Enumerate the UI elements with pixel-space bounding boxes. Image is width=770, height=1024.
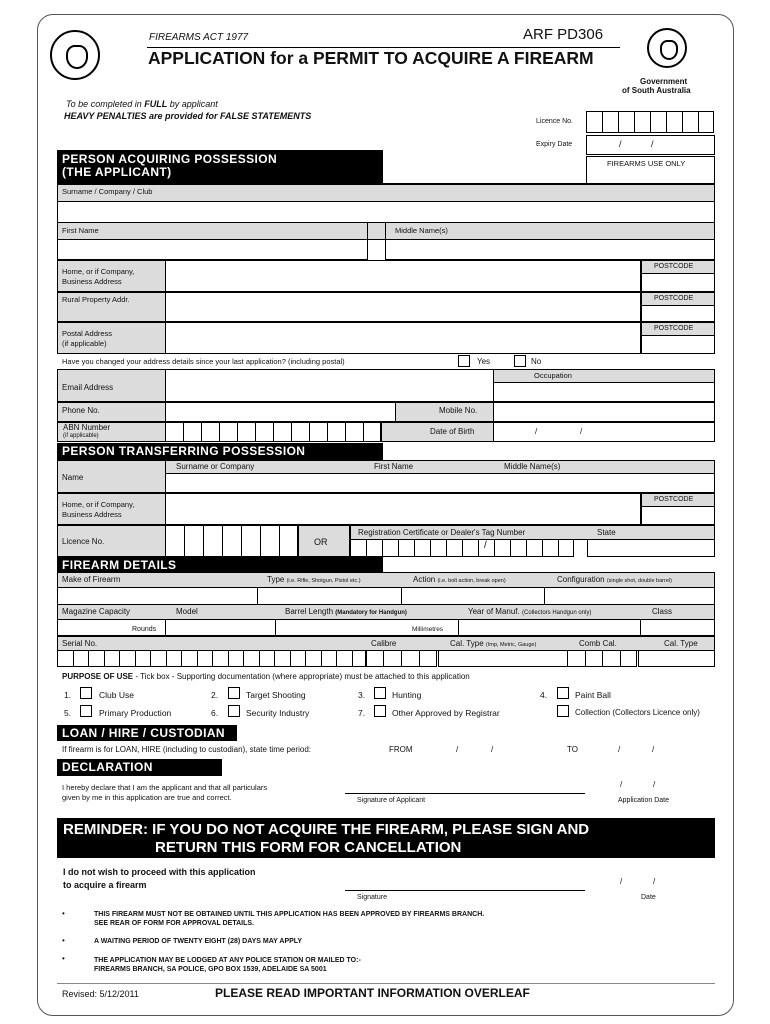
transferor-address-label-2: Business Address — [62, 510, 122, 519]
licence-no-label: Licence No. — [536, 118, 573, 125]
middle-names-label: Middle Name(s) — [395, 226, 448, 235]
postal-label-cell — [57, 322, 166, 354]
model-field[interactable] — [165, 619, 276, 636]
loan-to-sep-2: / — [652, 745, 655, 754]
government-label-2: of South Australia — [622, 86, 691, 95]
reminder-signature-line — [345, 890, 585, 891]
state-label: State — [597, 528, 616, 537]
note-1-line-1: THIS FIREARM MUST NOT BE OBTAINED UNTIL THIS APPLICATION HAS BEEN APPROVED BY FIREARMS BRANCH. — [94, 911, 485, 918]
comb-cal-label: Comb Cal. — [579, 639, 617, 648]
government-label-1: Government — [640, 77, 688, 86]
dob-label: Date of Birth — [430, 427, 475, 436]
note-3-bullet: • — [62, 954, 65, 963]
purpose-3-checkbox[interactable] — [374, 687, 386, 699]
barrel-length-label: Barrel Length (Mandatory for Handgun) — [285, 607, 407, 616]
act-name: FIREARMS ACT 1977 — [149, 32, 249, 43]
government-sa-logo — [647, 28, 687, 68]
licence-no-cells[interactable] — [586, 111, 714, 133]
class-label: Class — [652, 607, 673, 616]
form-code: ARF PD306 — [523, 26, 604, 43]
home-postcode-label: POSTCODE — [654, 263, 694, 270]
loan-to-label: TO — [567, 745, 578, 754]
reg-cert-label: Registration Certificate or Dealer's Tag Number — [358, 528, 526, 537]
mobile-label: Mobile No. — [439, 406, 478, 415]
purpose-6-num: 6. — [211, 708, 219, 718]
type-label: Type (i.e. Rifle, Shotgun, Pistol etc.) — [267, 575, 361, 584]
reg-cert-cells[interactable] — [350, 539, 574, 557]
dob-sep-2: / — [580, 427, 583, 436]
type-field[interactable] — [257, 587, 402, 605]
reg-cert-slash: / — [484, 540, 487, 551]
serial-label: Serial No. — [62, 639, 98, 648]
make-label: Make of Firearm — [62, 575, 121, 584]
model-label: Model — [176, 607, 198, 616]
transferor-postcode-label: POSTCODE — [654, 496, 694, 503]
surname-field[interactable] — [57, 201, 715, 223]
transferor-address-label-1: Home, or if Company, — [62, 500, 135, 509]
no-proceed-text-1: I do not wish to proceed with this application — [63, 867, 256, 877]
note-2-bullet: • — [62, 936, 65, 945]
declaration-date-label: Application Date — [618, 797, 669, 804]
home-address-label-cell — [57, 260, 166, 292]
transferor-address-label-cell — [57, 493, 166, 525]
purpose-1-checkbox[interactable] — [80, 687, 92, 699]
rural-address-field[interactable] — [165, 292, 641, 322]
purpose-5-num: 5. — [64, 708, 72, 718]
declaration-text-2: given by me in this application are true and correct. — [62, 793, 232, 802]
year-field[interactable] — [458, 619, 641, 636]
reminder-signature-label: Signature — [357, 894, 387, 901]
serial-cells[interactable] — [57, 650, 367, 667]
changed-address-question: Have you changed your address details since your last application? (including postal) — [62, 357, 345, 366]
transferor-address-field[interactable] — [165, 493, 641, 525]
expiry-date-label: Expiry Date — [536, 141, 573, 148]
sa-police-crest-logo — [50, 30, 100, 80]
rural-postcode-field[interactable] — [641, 305, 715, 322]
reminder-line-1: REMINDER: IF YOU DO NOT ACQUIRE THE FIREARM, PLEASE SIGN AND — [63, 821, 590, 838]
postal-postcode-field[interactable] — [641, 335, 715, 354]
purpose-7-num: 7. — [358, 708, 366, 718]
calibre-label: Calibre — [371, 639, 397, 648]
cal-type-field[interactable] — [438, 650, 568, 667]
abn-sublabel: (if applicable) — [63, 433, 99, 439]
transferor-first-name-label: First Name — [374, 462, 414, 471]
declaration-text-1: I hereby declare that I am the applicant and that all particulars — [62, 783, 268, 792]
purpose-4-checkbox[interactable] — [557, 687, 569, 699]
configuration-label: Configuration (single shot, double barrel) — [557, 575, 672, 584]
transferor-name-field[interactable] — [165, 473, 715, 493]
dob-field[interactable] — [493, 422, 715, 442]
purpose-2-label: Target Shooting — [246, 690, 306, 700]
first-name-label: First Name — [62, 226, 99, 235]
purpose-5-label: Primary Production — [99, 708, 172, 718]
purpose-7-checkbox[interactable] — [374, 705, 386, 717]
changed-address-no-checkbox[interactable] — [514, 355, 526, 367]
declaration-signature-line — [345, 793, 585, 794]
occupation-field[interactable] — [493, 382, 715, 402]
rural-label: Rural Property Addr. — [62, 295, 130, 304]
firearms-use-only-label: FIREARMS USE ONLY — [607, 159, 686, 168]
make-field[interactable] — [57, 587, 258, 605]
purpose-3-num: 3. — [358, 690, 366, 700]
declaration-signature-label: Signature of Applicant — [357, 797, 426, 804]
changed-address-yes-checkbox[interactable] — [458, 355, 470, 367]
purpose-instruction: PURPOSE OF USE - Tick box - Supporting documentation (where appropriate) must be attached to this application — [62, 672, 470, 681]
cal-type2-label: Cal. Type — [664, 639, 698, 648]
changed-address-no-label: No — [531, 357, 542, 366]
state-field[interactable] — [587, 539, 715, 557]
class-field[interactable] — [640, 619, 715, 636]
note-1-line-2: SEE REAR OF FORM FOR APPROVAL DETAILS. — [94, 920, 254, 927]
phone-field[interactable] — [165, 402, 396, 422]
purpose-4-num: 4. — [540, 690, 548, 700]
action-label: Action (i.e. bolt action, break open) — [413, 575, 506, 584]
cal-type2-field[interactable] — [638, 650, 715, 667]
purpose-6-checkbox[interactable] — [228, 705, 240, 717]
expiry-date-sep-1: / — [619, 139, 622, 149]
first-name-field[interactable] — [57, 239, 368, 260]
postal-postcode-label: POSTCODE — [654, 325, 694, 332]
transferor-middle-names-label: Middle Name(s) — [504, 462, 561, 471]
footer-rule — [57, 983, 715, 984]
loan-text: If firearm is for LOAN, HIRE (including to custodian), state time period: — [62, 745, 311, 754]
rounds-label: Rounds — [132, 626, 157, 633]
home-address-label-1: Home, or if Company, — [62, 267, 135, 276]
surname-label: Surname / Company / Club — [62, 187, 153, 196]
occupation-label-cell — [493, 369, 715, 383]
applicant-heading: PERSON ACQUIRING POSSESSION (THE APPLICANT) — [57, 150, 383, 184]
loan-to-sep-1: / — [618, 745, 621, 754]
middle-names-field[interactable] — [385, 239, 715, 260]
year-label: Year of Manuf. (Collectors Handgun only) — [468, 607, 592, 616]
action-field[interactable] — [401, 587, 545, 605]
loan-from-sep-2: / — [491, 745, 494, 754]
home-address-field[interactable] — [165, 260, 641, 292]
declaration-date-sep-2: / — [653, 780, 656, 789]
purpose-3-label: Hunting — [392, 690, 422, 700]
changed-address-yes-label: Yes — [477, 357, 491, 366]
purpose-1-num: 1. — [64, 690, 72, 700]
calibre-cells[interactable] — [365, 650, 437, 667]
postal-address-field[interactable] — [165, 322, 641, 354]
surname-label-row — [57, 184, 715, 202]
revised-date: Revised: 5/12/2011 — [62, 989, 139, 999]
millimetres-label: Millimetres — [412, 626, 444, 633]
phone-label: Phone No. — [62, 406, 100, 415]
expiry-date-sep-2: / — [651, 139, 654, 149]
magazine-label: Magazine Capacity — [62, 607, 131, 616]
rural-postcode-label: POSTCODE — [654, 295, 694, 302]
note-3-line-2: FIREARMS BRANCH, SA POLICE, GPO BOX 1539, ADELAIDE SA 5001 — [94, 966, 327, 973]
occupation-label: Occupation — [534, 371, 572, 380]
transferor-surname-label: Surname or Company — [176, 462, 255, 471]
loan-from-sep-1: / — [456, 745, 459, 754]
loan-heading: LOAN / HIRE / CUSTODIAN — [57, 725, 237, 741]
transferor-licence-label: Licence No. — [62, 537, 105, 546]
purpose-4-label: Paint Ball — [575, 690, 611, 700]
purpose-5-checkbox[interactable] — [80, 705, 92, 717]
first-name-label-row — [57, 222, 715, 240]
or-label: OR — [314, 537, 328, 547]
declaration-heading: DECLARATION — [57, 759, 222, 776]
purpose-collection-label: Collection (Collectors Licence only) — [575, 708, 700, 717]
email-field[interactable] — [165, 369, 494, 402]
dob-sep-1: / — [535, 427, 538, 436]
penalties-warning: HEAVY PENALTIES are provided for FALSE STATEMENTS — [64, 111, 312, 121]
purpose-collection-checkbox[interactable] — [557, 705, 569, 717]
reminder-date-sep-2: / — [653, 877, 656, 886]
transferor-heading: PERSON TRANSFERRING POSSESSION — [57, 443, 383, 460]
postal-label-1: Postal Address — [62, 329, 113, 338]
no-proceed-text-2: to acquire a firearm — [63, 880, 147, 890]
firearm-heading: FIREARM DETAILS — [57, 557, 383, 573]
abn-cells[interactable] — [165, 422, 381, 442]
purpose-2-checkbox[interactable] — [228, 687, 240, 699]
reminder-line-2: RETURN THIS FORM FOR CANCELLATION — [155, 839, 462, 856]
declaration-date-sep-1: / — [620, 780, 623, 789]
transferor-licence-cells[interactable] — [165, 525, 298, 557]
comb-cal-cells[interactable] — [567, 650, 637, 667]
reminder-date-label: Date — [641, 894, 656, 901]
note-1-bullet: • — [62, 909, 65, 918]
email-label: Email Address — [62, 383, 114, 392]
purpose-7-label: Other Approved by Registrar — [392, 708, 500, 718]
form-title: APPLICATION for a PERMIT TO ACQUIRE A FIREARM — [148, 48, 594, 68]
purpose-2-num: 2. — [211, 690, 219, 700]
configuration-field[interactable] — [544, 587, 715, 605]
note-3-line-1: THE APPLICATION MAY BE LODGED AT ANY POLICE STATION OR MAILED TO:- — [94, 957, 361, 964]
reminder-date-sep-1: / — [620, 877, 623, 886]
purpose-6-label: Security Industry — [246, 708, 310, 718]
home-postcode-field[interactable] — [641, 273, 715, 292]
instruction-text: To be completed in FULL by applicant — [66, 99, 218, 109]
note-2-line-1: A WAITING PERIOD OF TWENTY EIGHT (28) DAYS MAY APPLY — [94, 938, 303, 945]
transferor-name-label: Name — [62, 473, 84, 482]
cal-type-label: Cal. Type (Imp, Metric, Gauge) — [450, 639, 537, 648]
overleaf-notice: PLEASE READ IMPORTANT INFORMATION OVERLEAF — [215, 986, 530, 1000]
loan-from-label: FROM — [389, 745, 413, 754]
home-address-label-2: Business Address — [62, 277, 122, 286]
transferor-postcode-field[interactable] — [641, 506, 715, 525]
mobile-field[interactable] — [493, 402, 715, 422]
purpose-1-label: Club Use — [99, 690, 134, 700]
postal-label-2: (if applicable) — [62, 339, 107, 348]
abn-label: ABN Number — [63, 423, 111, 432]
